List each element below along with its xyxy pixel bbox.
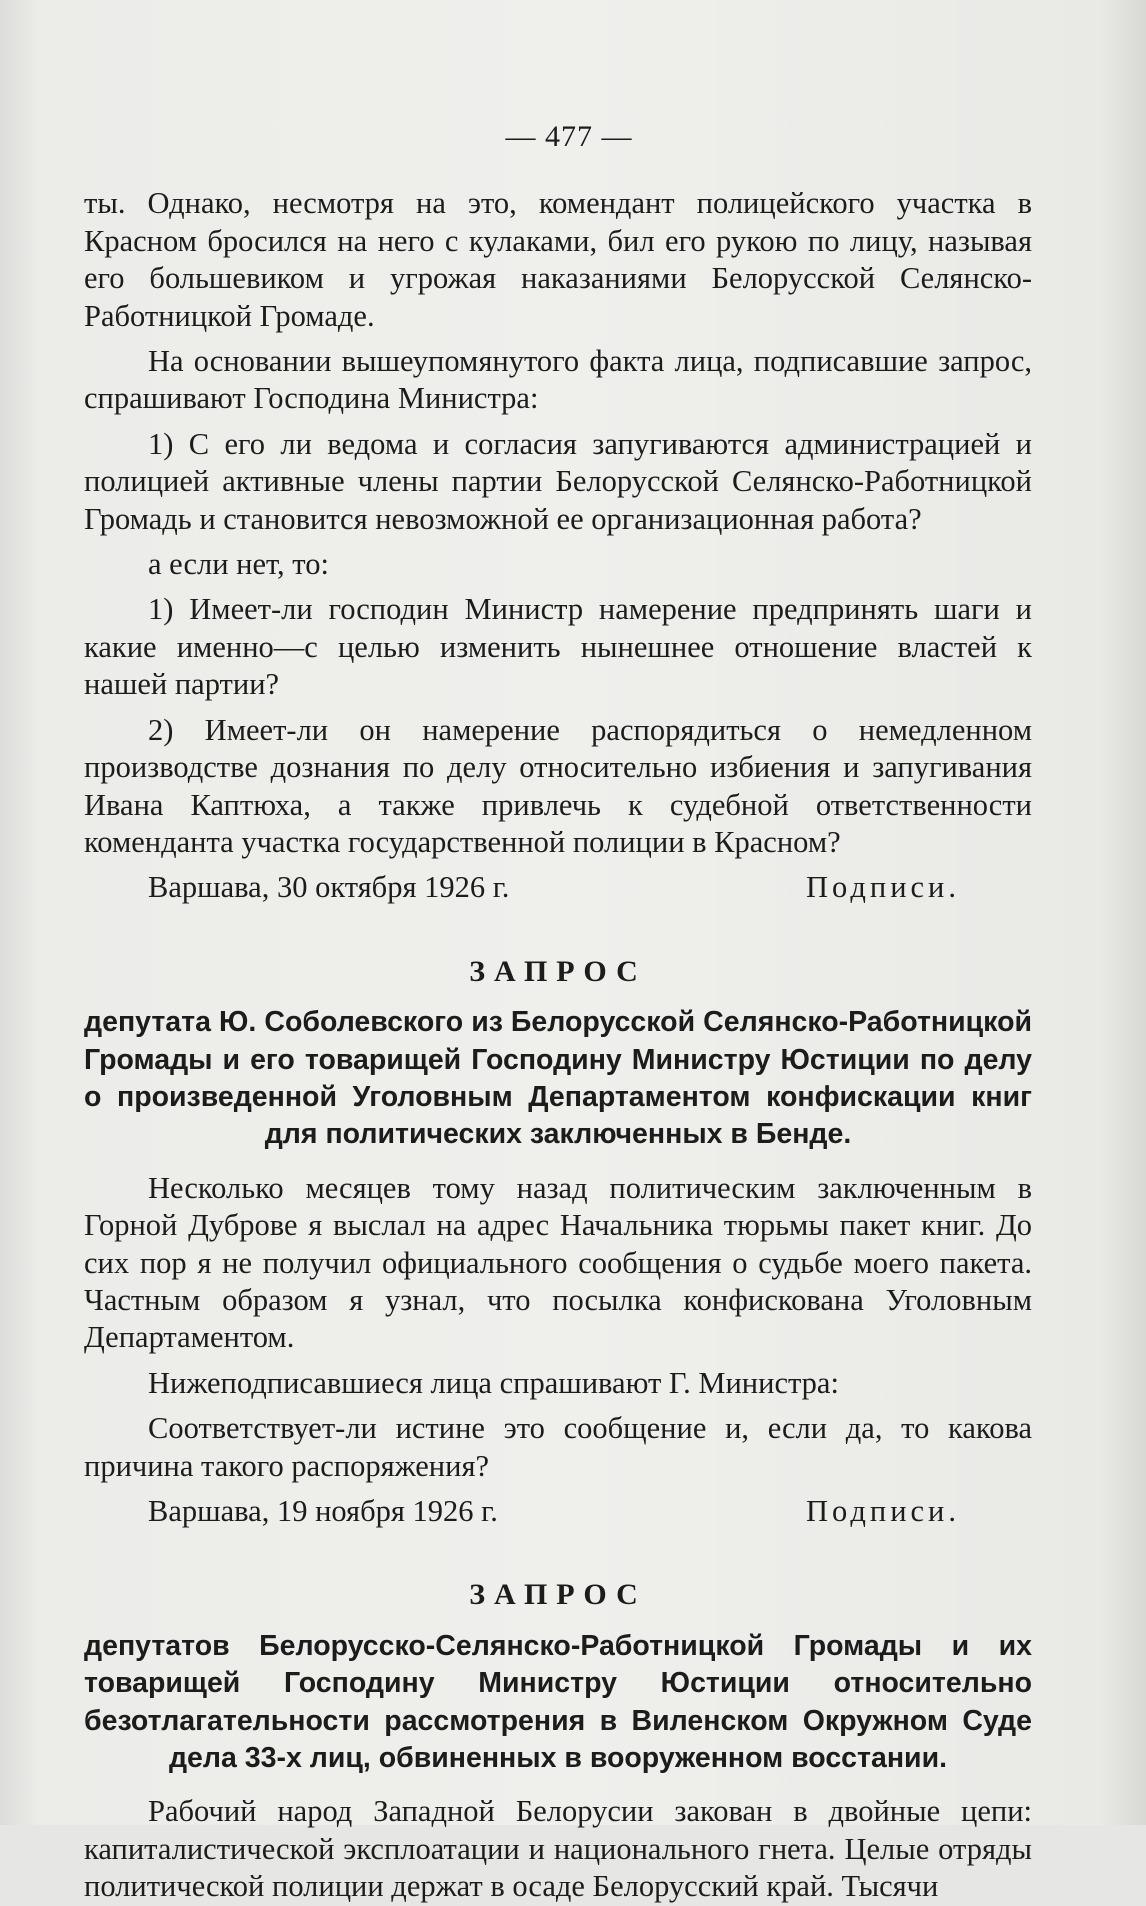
paragraph: Нижеподписавшиеся лица спрашивают Г. Министра: [148, 1365, 839, 1400]
paragraph: а если нет, то: [148, 547, 329, 582]
section-2 [84, 953, 1032, 1531]
date: Варшава, 19 ноября 1926 г. [148, 1494, 498, 1528]
section-heading: ЗАПРОС [469, 1578, 647, 1612]
section-subheading: депутата Ю. Соболевского из Белорусской Селянско-Работницкой Громады и его товарищей Господину Министру Юстиции по делу о произведенной Уголовным Департаментом конфискации книг для политических заключенных в Бенде. [84, 1006, 1032, 1151]
paragraph: ты. Однако, несмотря на это, комендант полицейского участка в Красном бросился на него с кулаками, бил его рукою по лицу, называя его большевиком и угрожая наказаниями Белорусской Селянско-Работницкой Громаде. [84, 186, 1032, 333]
paragraph: 1) С его ли ведома и согласия запугиваются администрацией и полицией активные члены партии Белорусской Селянско-Работницкой Громадь и становится невозможной ее организационная работа? [84, 426, 1032, 536]
section-3 [84, 1576, 1032, 1905]
page-body [84, 118, 1032, 1906]
paragraph: 1) Имеет-ли господин Министр намерение предпринять шаги и какие именно—с целью изменить нынешнее отношение властей к нашей партии? [84, 592, 1032, 702]
page-number: — 477 — [505, 120, 633, 153]
signatures: Подписи. [805, 870, 960, 905]
paragraph: Несколько месяцев тому назад политическим заключенным в Горной Дуброве я выслал на адрес Начальника тюрьмы пакет книг. До сих пор я не получил официального сообщения о судьбе моего пакета. Частным образом я узнал, что посылка конфискована Уголовным Департаментом. [84, 1170, 1032, 1355]
section-subheading: депутатов Белорусско-Селянско-Работницкой Громады и их товарищей Господину Министру Юстиции относительно безотлагательности рассмотрения в Виленском Окружном Суде дела 33-х лиц, обвиненных в вооруженном восстании. [84, 1629, 1032, 1775]
paragraph: 2) Имеет-ли он намерение распорядиться о немедленном производстве дознания по делу относительно избиения и запугивания Ивана Каптюха, а также привлечь к судебной ответственности коменданта участка государственной полиции в Красном? [84, 712, 1032, 859]
dateline [84, 1493, 1032, 1530]
paragraph: Рабочий народ Западной Белорусии закован в двойные цепи: капиталистической эксплоатации и национального гнета. Целые отряды политической полиции держат в осаде Белорусский край. Тысячи [84, 1794, 1032, 1904]
paragraph: Соответствует-ли истине это сообщение и, если да, то какова причина такого распоряжения? [84, 1411, 1032, 1483]
signatures: Подписи. [805, 1494, 960, 1528]
date: Варшава, 30 октября 1926 г. [148, 870, 510, 905]
dateline [84, 869, 1032, 906]
section-heading: ЗАПРОС [469, 954, 647, 988]
paragraph: На основании вышеупомянутого факта лица, подписавшие запрос, спрашивают Господина Министра: [84, 344, 1032, 416]
section-1 [84, 185, 1032, 906]
